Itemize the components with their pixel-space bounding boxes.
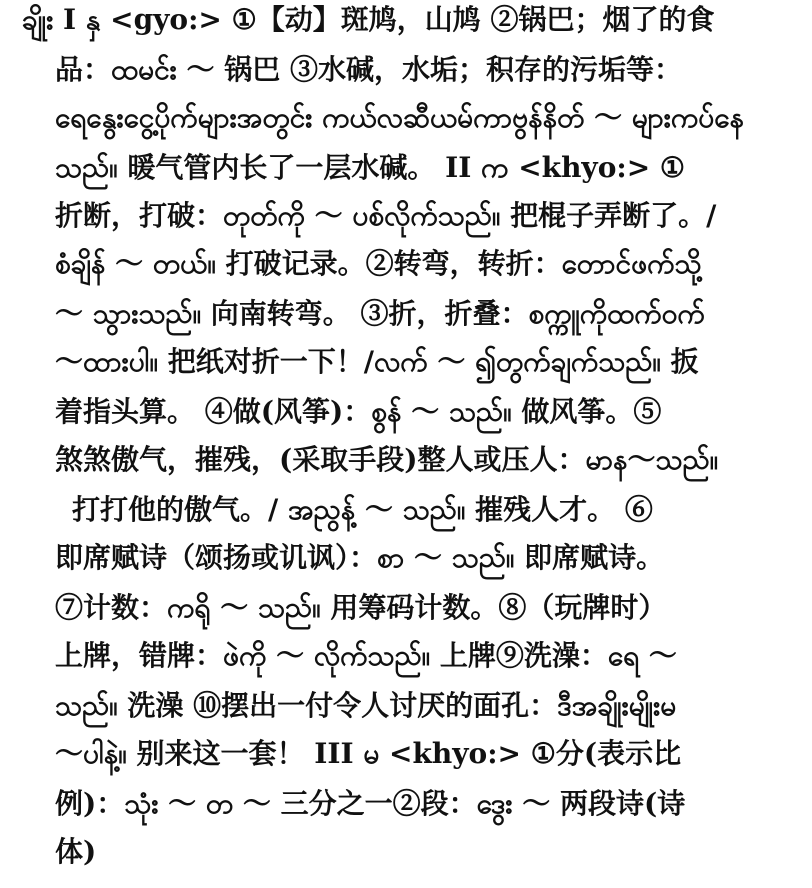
entry-line-3: ရေနွေးငွေ့ပိုက်များအတွင်း ကယ်လဆီယမ်ကာဗွန်နိတ် ～ များကပ်နေ [55, 101, 744, 134]
entry-line-15: သည်။ 洗澡 ⑩摆出一付令人讨厌的面孔：ဒီအချိုးမျိုးမ [55, 689, 677, 722]
entry-line-5: 折断，打破：တုတ်ကို ～ ပစ်လိုက်သည်။ 把棍子弄断了。/ [55, 199, 717, 232]
entry-line-13: ⑦计数：ကရို ～ သည်။ 用筹码计数。⑧（玩牌时） [55, 591, 667, 624]
entry-line-17: 例)：သုံး ～ တ ～ 三分之一②段：ဒွေး ～ 两段诗(诗 [55, 787, 686, 820]
entry-line-16: ～ပါနဲ့။ 别来这一套！ III မ <khyo:> ①分(表示比 [55, 737, 682, 770]
entry-line-12: 即席赋诗（颂扬或讥讽）：စာ ～ သည်။ 即席赋诗。 [55, 541, 665, 574]
entry-line-2: 品：ထမင်း ～ 锅巴 ③水碱，水垢；积存的污垢等： [55, 53, 682, 86]
entry-line-4: သည်။ 暖气管内长了一层水碱。 II က <khyo:> ① [55, 151, 686, 184]
entry-line-7: ～ သွားသည်။ 向南转弯。 ③折，折叠：စက္ကူကိုထက်ဝက် [55, 297, 705, 330]
entry-line-9: 着指头算。 ④做(风筝)：စွန် ～ သည်။ 做风筝。⑤ [55, 395, 662, 428]
entry-line-11: 打打他的傲气。/ အညွန့် ～ သည်။ 摧残人才。 ⑥ [72, 493, 653, 526]
entry-line-8: ～ထားပါ။ 把纸对折一下！/လက် ～ ၍တွက်ချက်သည်။ 扳 [55, 345, 699, 378]
entry-line-1: ချိုး I နှ <gyo:> ①【动】斑鸠，山鸠 ②锅巴；烟了的食 [22, 3, 715, 36]
entry-line-6: စံချိန် ～ တယ်။ 打破记录。②转弯，转折：တောင်ဖက်သို့ [55, 247, 702, 280]
entry-line-18: 体) [55, 835, 97, 868]
entry-line-14: 上牌，错牌：ဖဲကို ～ လိုက်သည်။ 上牌⑨洗澡：ရေ ～ [55, 639, 677, 672]
entry-line-10: 煞煞傲气，摧残，(采取手段)整人或压人：မာန～သည်။ [55, 443, 719, 476]
